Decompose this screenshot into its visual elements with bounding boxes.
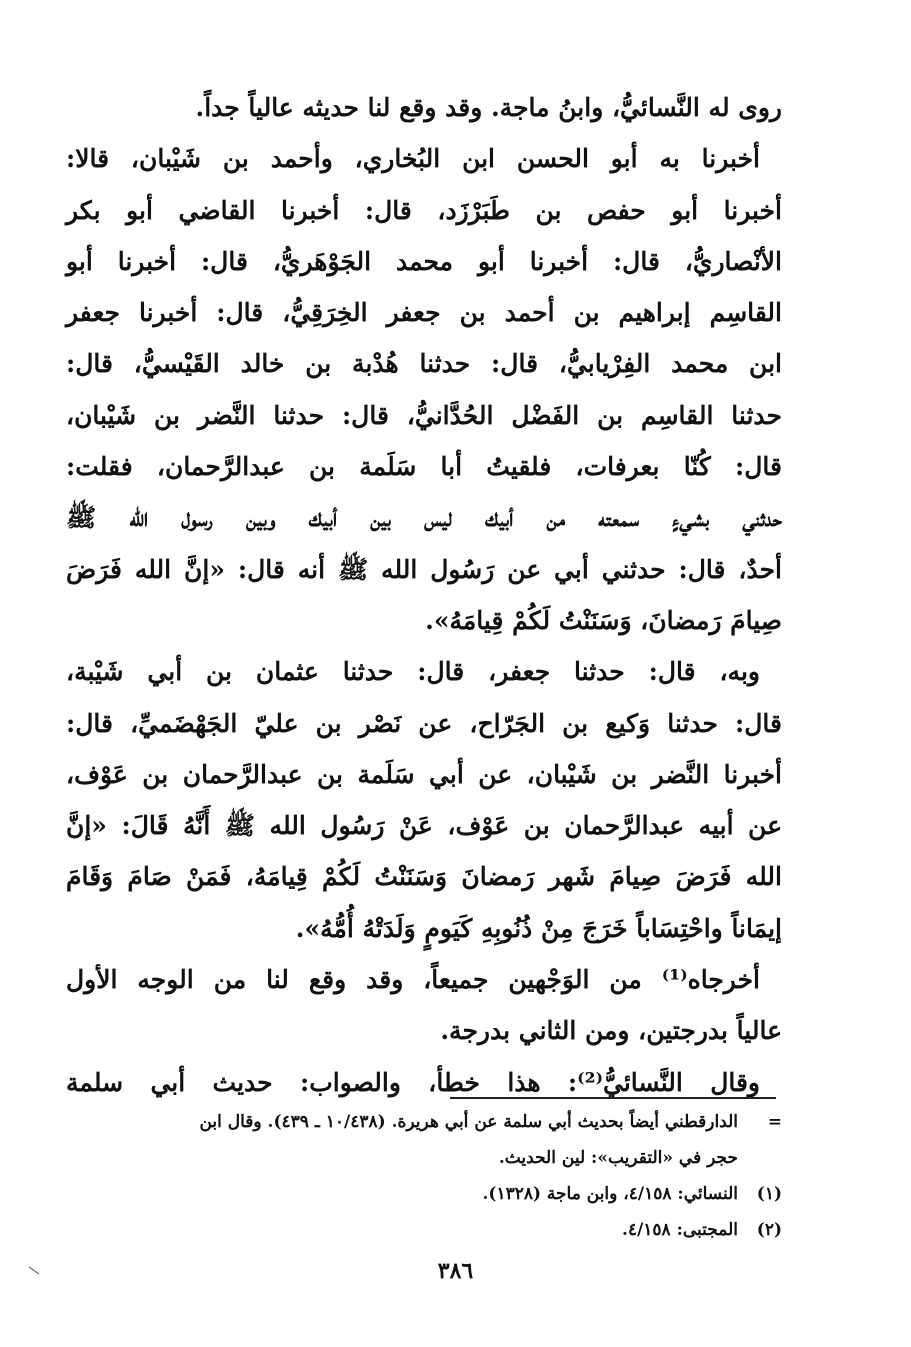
text-line: عالياً بدرجتين، ومن الثاني بدرجة. (440, 1016, 782, 1046)
text-line: قال: حدثنا وَكيع بن الجَرّاح، عن نَصْر بن عليّ الجَهْضَميِّ، قال: (66, 708, 782, 738)
footnote (66, 1212, 782, 1248)
footnote-text: الدارقطني أيضاً بحديث أبي سلمة عن أبي هريرة. (١٠/٤٣٨ ـ ٤٣٩). وقال ابن (199, 1112, 738, 1132)
text-line: وبه، قال: حدثنا جعفر، قال: حدثنا عثمان بن أبي شَيْبة، (66, 657, 760, 687)
footnote-divider (450, 1097, 776, 1099)
footnote (66, 1140, 782, 1176)
footnote-marker: (١) (756, 1184, 782, 1204)
footnote-text: المجتبى: ٤/١٥٨. (622, 1220, 738, 1240)
text-line: قال: كُنّا بعرفات، فلقيتُ أبا سَلَمة بن عبدالرَّحمان، فقلت: (66, 452, 782, 482)
text-line: إيمَاناً واحْتِسَاباً خَرَجَ مِنْ ذُنُوبِهِ كَيَومٍ وَلَدَتْهُ أُمُّهُ». (295, 913, 782, 943)
text-line: أخبرنا أبو حفص بن طَبَرْزَد، قال: أخبرنا القاضي أبو بكر (66, 195, 782, 225)
footnote (66, 1176, 782, 1212)
text-line: وقال النَّسائيُّ⁽²⁾: هذا خطأ، والصواب: حديث أبي سلمة (66, 1067, 760, 1097)
text-line: أخبرنا به أبو الحسن ابن البُخاري، وأحمد بن شَيْبان، قالا: (66, 144, 760, 174)
page-number: ٣٨٦ (437, 1258, 474, 1284)
footnote-marker: (٢) (756, 1220, 782, 1240)
text-line: حدثني بشيءٍ سمعته من أبيك ليس بين أبيك وبين رسول الله ﷺ (66, 503, 782, 533)
text-line: روى له النَّسائيُّ، وابنُ ماجة. وقد وقع لنا حديثه عالياً جداً. (195, 93, 782, 122)
text-line: أخبرنا النَّضر بن شَيْبان، عن أبي سَلَمة بن عبدالرَّحمان بن عَوْف، (66, 759, 782, 789)
text-line: أخرجاه⁽¹⁾ من الوَجْهين جميعاً، وقد وقع لنا من الوجه الأول (66, 965, 760, 995)
text-line: حدثنا القاسِم بن الفَضْل الحُدَّانيُّ، قال: حدثنا النَّضر بن شَيْبان، (66, 400, 782, 430)
text-line: القاسِم إبراهيم بن أحمد بن جعفر الخِرَقِيُّ، قال: أخبرنا جعفر (66, 298, 782, 328)
footnote-text: النسائي: ٤/١٥٨، وابن ماجة (١٣٢٨). (482, 1184, 738, 1204)
text-line: صِيامَ رَمضانَ، وَسَنَنْتُ لَكُمْ قِيامَهُ». (425, 605, 782, 635)
main-text (66, 82, 782, 1108)
text-line: الأنْصاريُّ، قال: أخبرنا أبو محمد الجَوْهَريُّ، قال: أخبرنا أبو (66, 246, 782, 276)
text-line: عن أبيه عبدالرَّحمان بن عَوْف، عَنْ رَسُول الله ﷺ أَنَّهُ قَالَ: «إنَّ (66, 811, 782, 841)
footnotes (66, 1104, 782, 1248)
text-line: الله فَرَضَ صِيامَ شَهر رَمضانَ وَسَنَنْتُ لَكُمْ قِيامَهُ، فَمَنْ صَامَ وَقَامَ (66, 862, 782, 892)
footnote-text: حجر في «التقريب»: لين الحديث. (498, 1148, 738, 1168)
text-line: أحدٌ، قال: حدثني أبي عن رَسُول الله ﷺ أنه قال: «إنَّ الله فَرَضَ (66, 554, 782, 584)
text-line: ابن محمد الفِرْيابيُّ، قال: حدثنا هُدْبة بن خالد القَيْسيُّ، قال: (66, 349, 782, 379)
footnote-marker (738, 1140, 782, 1176)
footnote (66, 1104, 782, 1140)
footnote-marker: = (767, 1112, 782, 1132)
